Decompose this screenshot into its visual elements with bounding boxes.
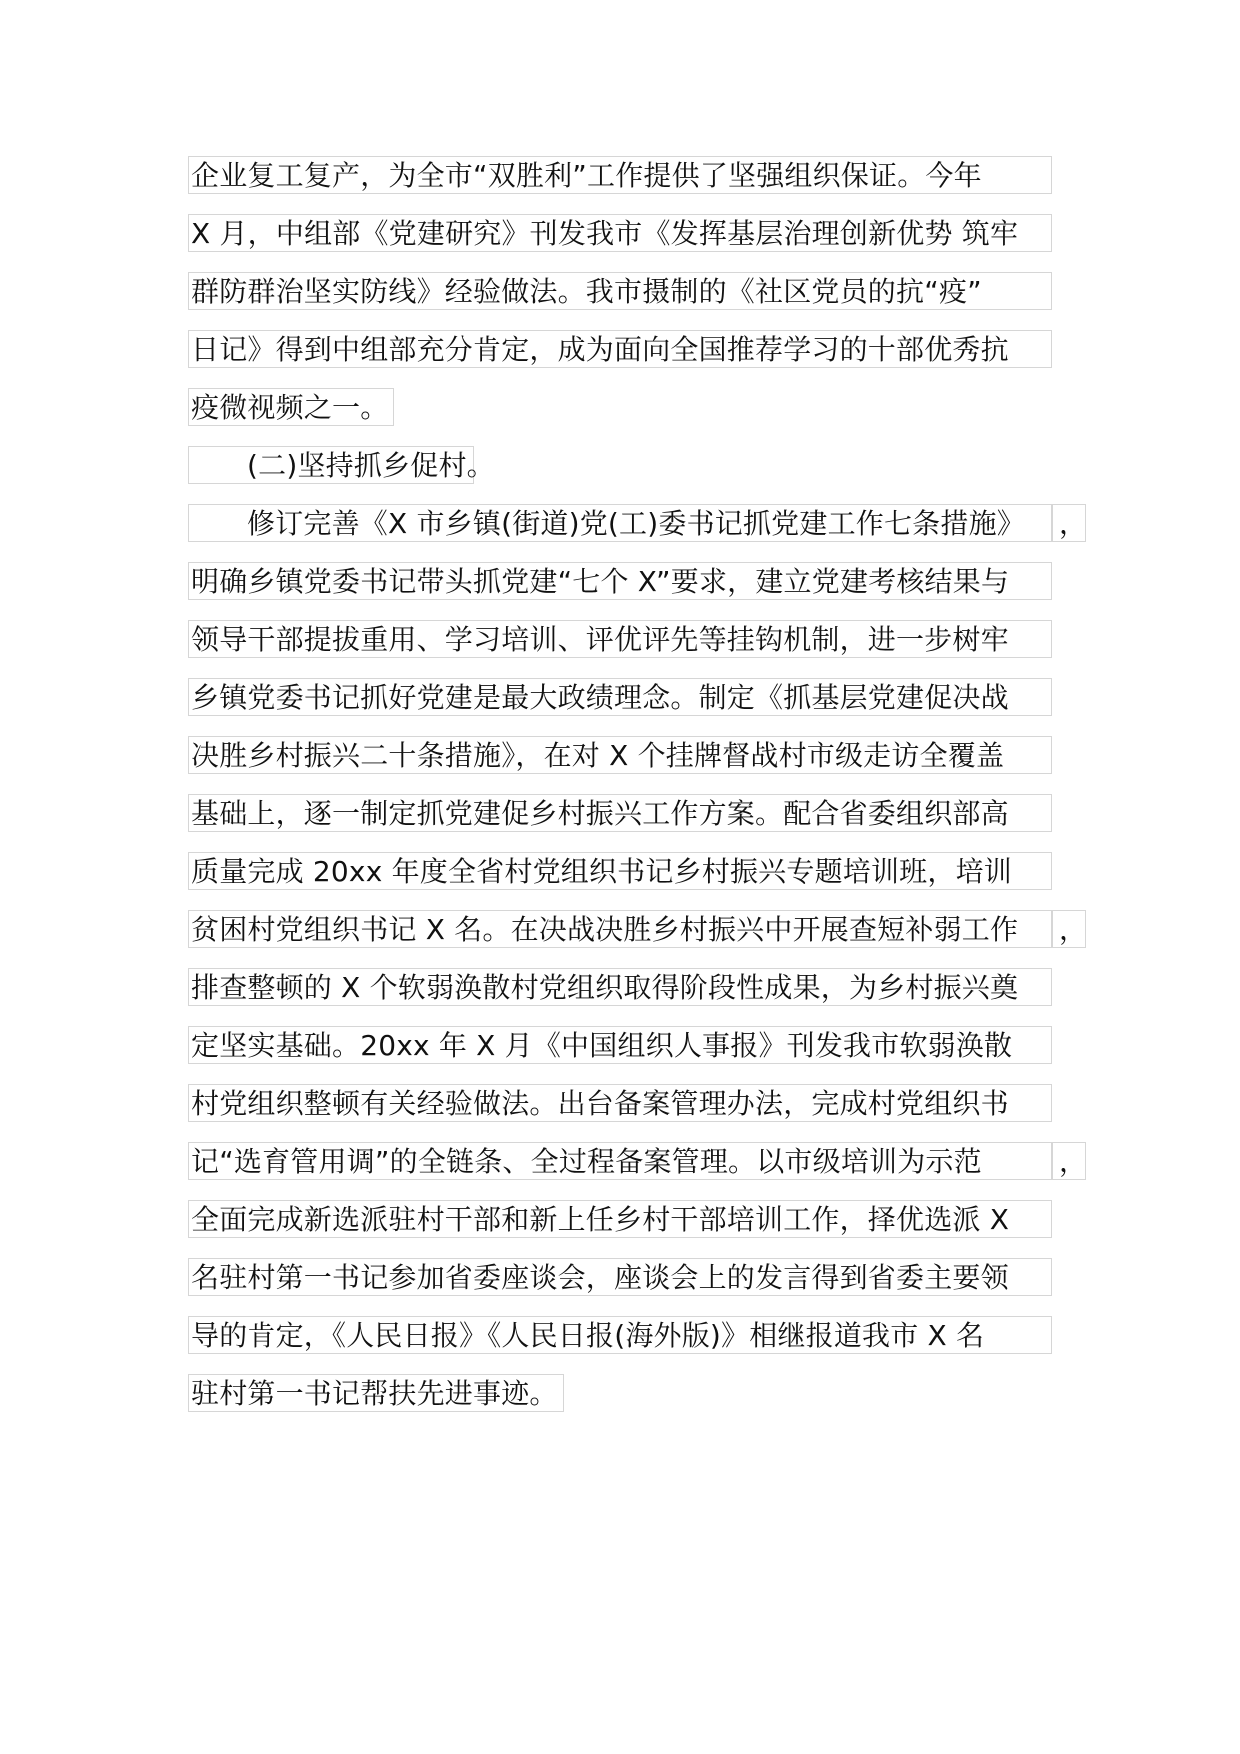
text-line-13: 质量完成 20xx 年度全省村党组织书记乡村振兴专题培训班，培训 [188,852,1052,890]
line-end-comma-1: ， [1052,504,1086,542]
text-line-10: 乡镇党委书记抓好党建是最大政绩理念。制定《抓基层党建促决战 [188,678,1052,716]
text-line-7: 修订完善《X 市乡镇(街道)党(工)委书记抓党建工作七条措施》 [188,504,1052,542]
text-line-3: 群防群治坚实防线》经验做法。我市摄制的《社区党员的抗“疫” [188,272,1052,310]
line-end-comma-2: ， [1052,910,1086,948]
section-heading: (二)坚持抓乡促村。 [188,446,474,484]
text-line-5: 疫微视频之一。 [188,388,394,426]
text-line-11: 决胜乡村振兴二十条措施》，在对 X 个挂牌督战村市级走访全覆盖 [188,736,1052,774]
text-line-20: 名驻村第一书记参加省委座谈会，座谈会上的发言得到省委主要领 [188,1258,1052,1296]
text-line-1: 企业复工复产，为全市“双胜利”工作提供了坚强组织保证。今年 [188,156,1052,194]
text-line-12: 基础上，逐一制定抓党建促乡村振兴工作方案。配合省委组织部高 [188,794,1052,832]
text-line-19: 全面完成新选派驻村干部和新上任乡村干部培训工作，择优选派 X [188,1200,1052,1238]
text-line-15: 排查整顿的 X 个软弱涣散村党组织取得阶段性成果，为乡村振兴奠 [188,968,1052,1006]
text-line-16: 定坚实基础。20xx 年 X 月《中国组织人事报》刊发我市软弱涣散 [188,1026,1052,1064]
text-line-8: 明确乡镇党委书记带头抓党建“七个 X”要求，建立党建考核结果与 [188,562,1052,600]
text-line-14: 贫困村党组织书记 X 名。在决战决胜乡村振兴中开展查短补弱工作 [188,910,1052,948]
text-line-9: 领导干部提拔重用、学习培训、评优评先等挂钩机制，进一步树牢 [188,620,1052,658]
text-line-2: X 月，中组部《党建研究》刊发我市《发挥基层治理创新优势 筑牢 [188,214,1052,252]
line-end-comma-3: ， [1052,1142,1086,1180]
text-line-18: 记“选育管用调”的全链条、全过程备案管理。以市级培训为示范 [188,1142,1052,1180]
text-line-22: 驻村第一书记帮扶先进事迹。 [188,1374,564,1412]
text-line-4: 日记》得到中组部充分肯定，成为面向全国推荐学习的十部优秀抗 [188,330,1052,368]
text-line-21: 导的肯定，《人民日报》《人民日报(海外版)》相继报道我市 X 名 [188,1316,1052,1354]
text-line-17: 村党组织整顿有关经验做法。出台备案管理办法，完成村党组织书 [188,1084,1052,1122]
